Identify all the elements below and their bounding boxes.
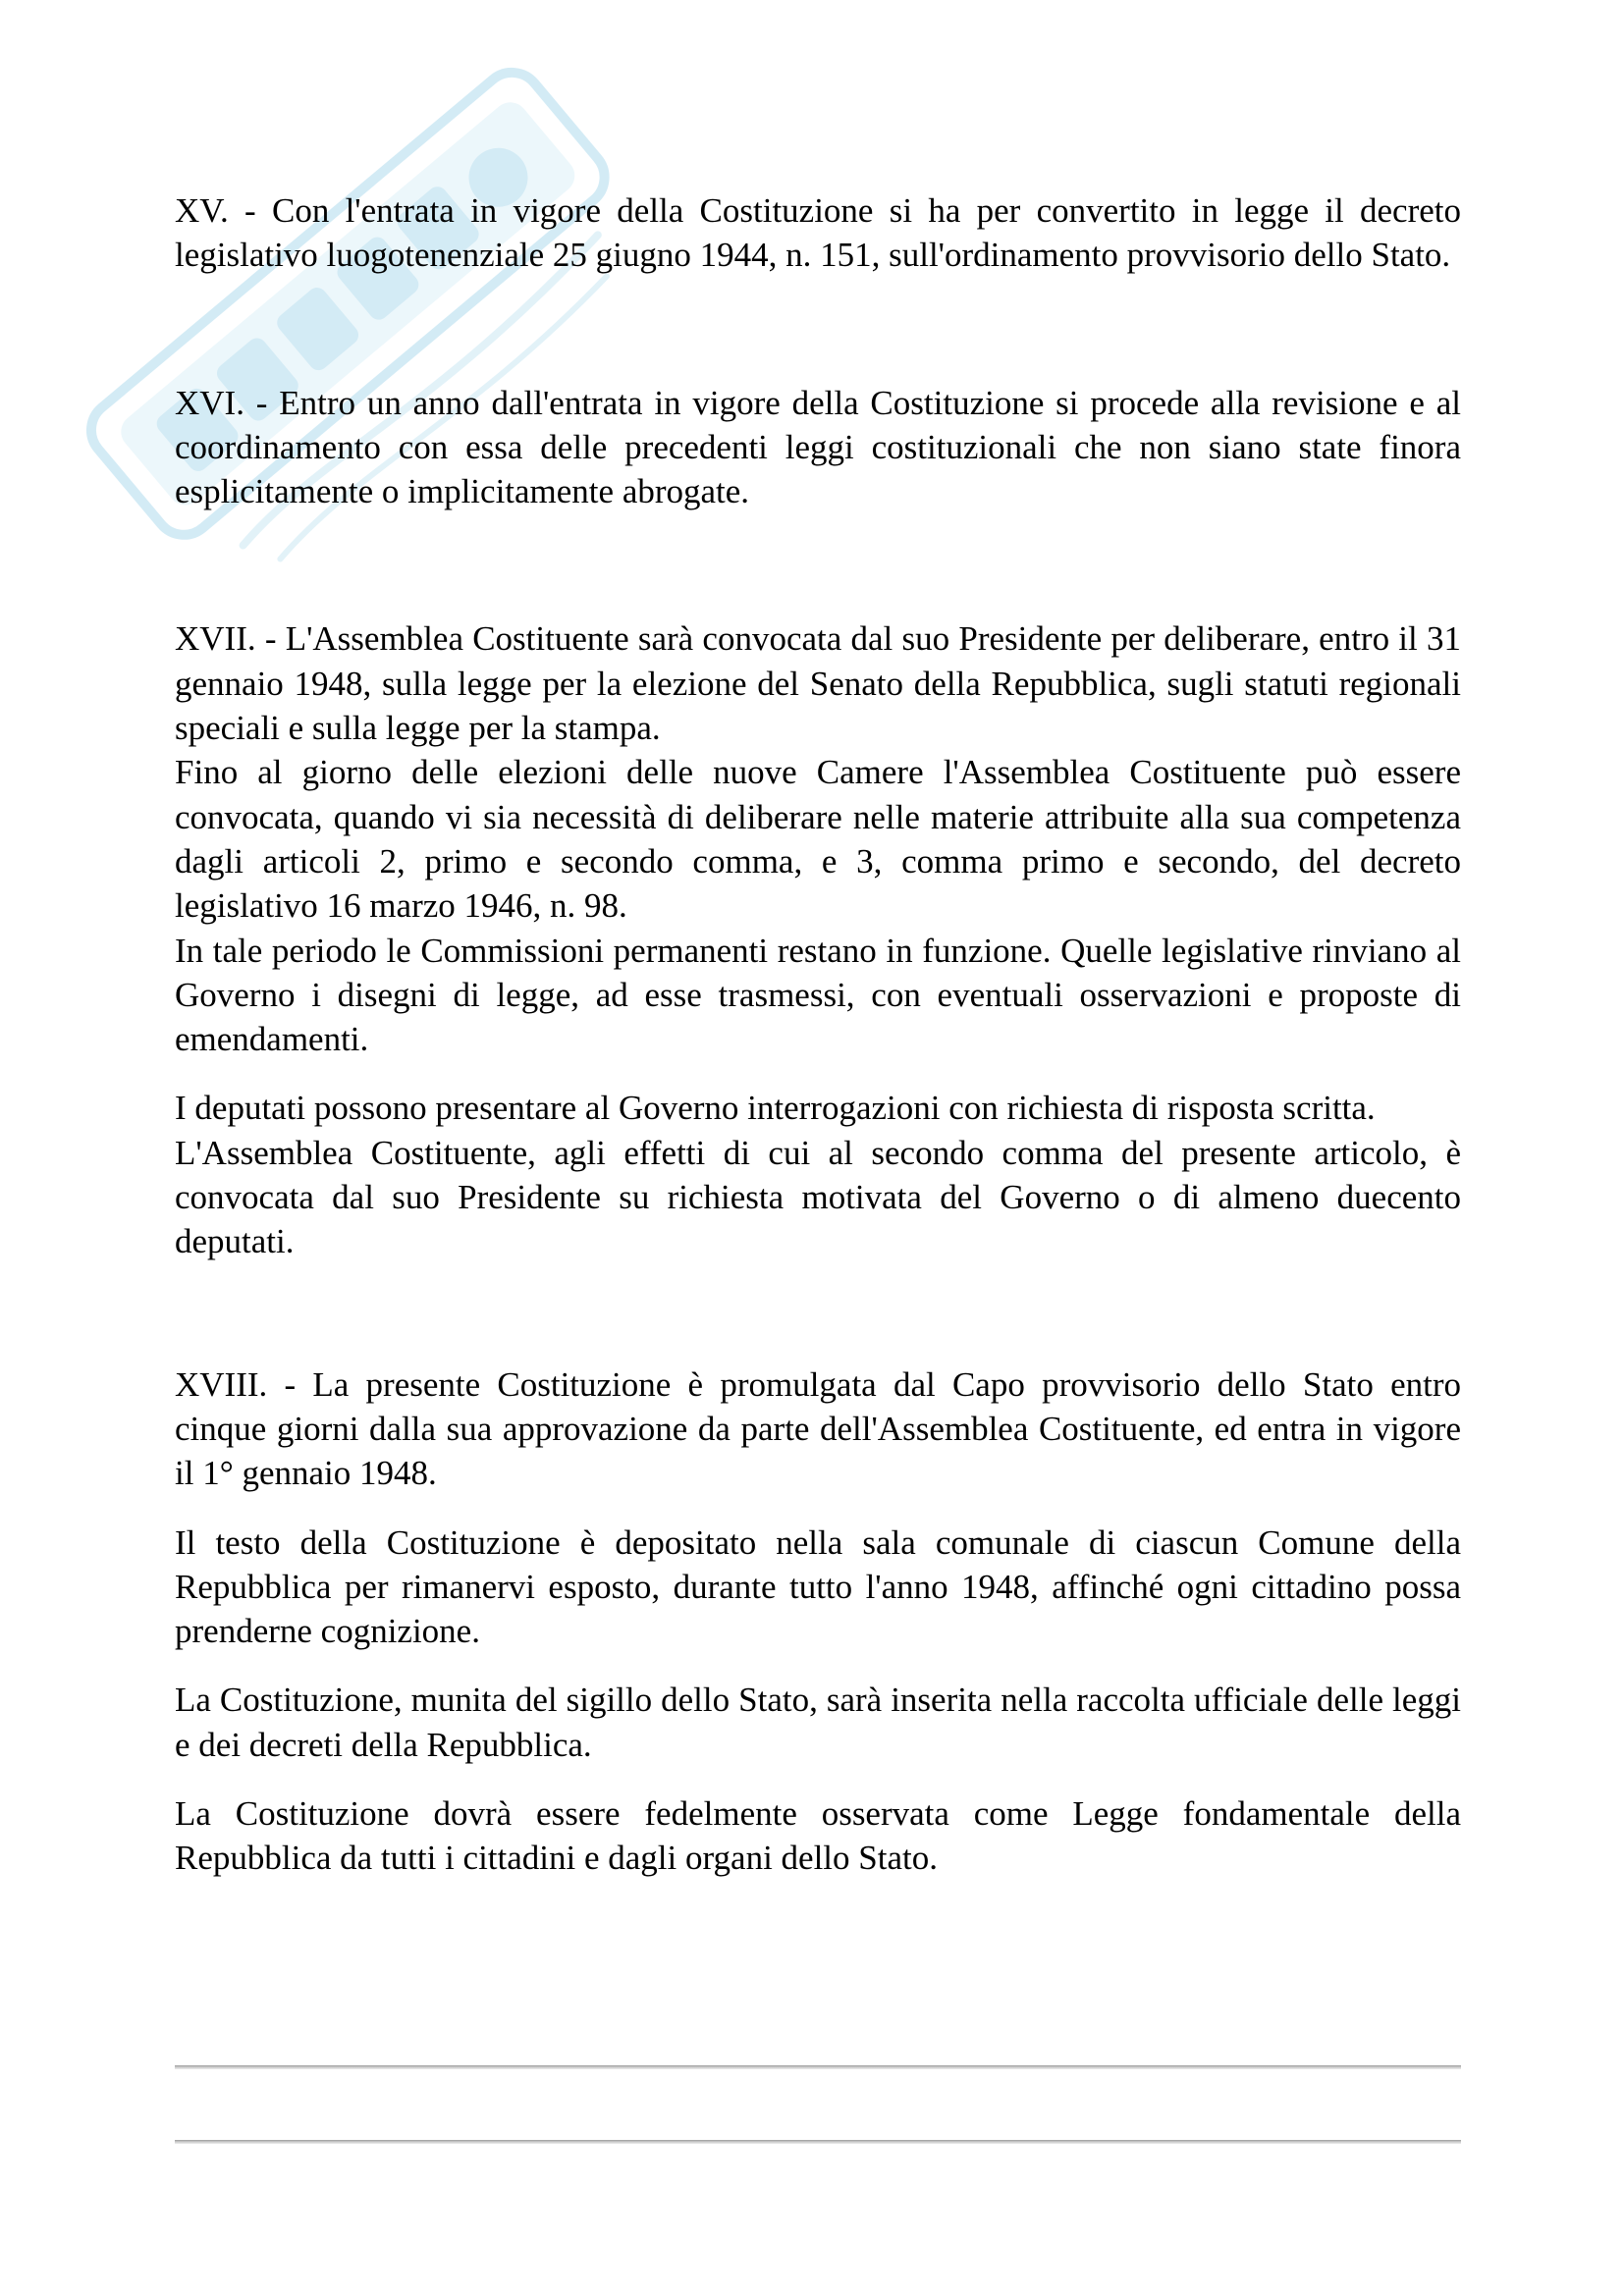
article-xvii bbox=[175, 616, 1461, 1061]
horizontal-rule bbox=[175, 2140, 1461, 2144]
article-xv: XV. - Con l'entrata in vigore della Costituzione si ha per convertito in legge il decreto legislativo luogotenenziale 25 giugno 1944, n. 151, sull'ordinamento provvisorio dello Stato. bbox=[175, 191, 1461, 275]
document-body bbox=[175, 188, 1461, 1881]
article-xvii-deputati: I deputati possono presentare al Governo interrogazioni con richiesta di risposta scritta. bbox=[175, 1089, 1376, 1128]
article-xviii-osservanza: La Costituzione dovrà essere fedelmente osservata come Legge fondamentale della Repubblica da tutti i cittadini e dagli organi dello Stato. bbox=[175, 1794, 1461, 1878]
article-xviii: XVIII. - La presente Costituzione è promulgata dal Capo provvisorio dello Stato entro cinque giorni dalla sua approvazione da parte dell'Assemblea Costituente, ed entra in vigore il 1° gennaio 1948. bbox=[175, 1364, 1461, 1493]
article-xvii-convocazione: L'Assemblea Costituente, agli effetti di cui al secondo comma del presente articolo, è convocata dal suo Presidente su richiesta motivata del Governo o di almeno duecento deputati. bbox=[175, 1133, 1461, 1261]
article-xvii-deputati-section bbox=[175, 1086, 1461, 1263]
article-xvii-paragraph: Fino al giorno delle elezioni delle nuove Camere l'Assemblea Costituente può essere convocata, quando vi sia necessità di deliberare nelle materie attribuite alla sua competenza dagli articoli 2, primo e secondo comma, e 3, comma primo e secondo, del decreto legislativo 16 marzo 1946, n. 98. bbox=[175, 753, 1461, 926]
article-xvii-paragraph: In tale periodo le Commissioni permanenti restano in funzione. Quelle legislative rinviano al Governo i disegni di legge, ad esse trasmessi, con eventuali osservazioni e proposte di emendamenti. bbox=[175, 931, 1461, 1059]
article-xvi: XVI. - Entro un anno dall'entrata in vigore della Costituzione si procede alla revisione e al coordinamento con essa delle precedenti leggi costituzionali che non siano state finora esplicitamente o implicitamente abrogate. bbox=[175, 383, 1461, 511]
article-xviii-sigillo: La Costituzione, munita del sigillo dello Stato, sarà inserita nella raccolta ufficiale delle leggi e dei decreti della Repubblica. bbox=[175, 1681, 1461, 1764]
article-xviii-testo: Il testo della Costituzione è depositato nella sala comunale di ciascun Comune della Repubblica per rimanervi esposto, durante tutto l'anno 1948, affinché ogni cittadino possa prenderne cognizione. bbox=[175, 1522, 1461, 1651]
article-xvii-paragraph: XVII. - L'Assemblea Costituente sarà convocata dal suo Presidente per deliberare, entro il 31 gennaio 1948, sulla legge per la elezione del Senato della Repubblica, sugli statuti regionali speciali e sulla legge per la stampa. bbox=[175, 619, 1461, 748]
horizontal-rule bbox=[175, 2065, 1461, 2069]
